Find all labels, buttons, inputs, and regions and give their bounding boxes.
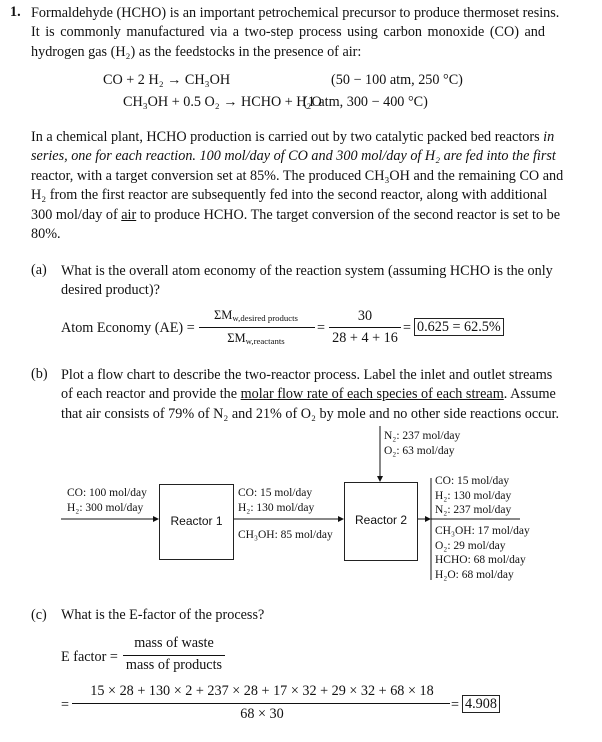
body-underlined-air: air xyxy=(121,206,137,223)
stream-2-methanol-label: CH₃OH: 85 mol/day xyxy=(238,529,333,541)
part-a-line: desired product)? xyxy=(61,282,160,299)
intro-line: Formaldehyde (HCHO) is an important petrochemical precursor to produce thermoset resins. xyxy=(31,5,560,21)
ae-result-box: 0.625 = 62.5% xyxy=(414,319,504,336)
reactor-1-label: Reactor 1 xyxy=(170,514,223,528)
arrow-out-head xyxy=(425,516,431,522)
body-line: 80%. xyxy=(31,226,61,243)
air-feed-label: N₂: 237 mol/day O₂: 63 mol/day xyxy=(384,430,461,457)
reaction-1-equation: CO + 2 H₂ → CH₃OH xyxy=(103,72,231,88)
part-b-label: (b) xyxy=(31,366,48,382)
reactor-1 xyxy=(159,484,234,560)
part-a-line: What is the overall atom economy of the reaction system (assuming HCHO is the only xyxy=(61,263,553,279)
body-line: H₂ from the first reactor are subsequently fed into the second reactor, along with additional xyxy=(31,187,548,204)
ae-equals-2: = xyxy=(403,320,412,336)
ae-equals: = xyxy=(317,320,326,336)
e-factor-equals-2: = xyxy=(451,697,460,713)
e-factor-big-bar xyxy=(72,703,450,704)
reaction-2-conditions: (1 atm, 300 − 400 °C) xyxy=(303,94,428,110)
reaction-2-equation: CH₃OH + 0.5 O₂ → HCHO + H₂O xyxy=(123,94,322,110)
e-factor-equals: = xyxy=(61,697,70,713)
e-factor-bar xyxy=(123,655,225,656)
ae-denominator-values: 28 + 4 + 16 xyxy=(332,330,398,346)
question-number: 1. xyxy=(10,4,21,20)
e-factor-numerator: mass of waste xyxy=(134,635,214,651)
part-b-line: that air consists of 79% of N₂ and 21% of O₂ by mole and no other side reactions occur. xyxy=(61,405,560,422)
intro-line: It is commonly manufactured via a two-step process using carbon monoxide (CO) and xyxy=(31,24,545,41)
ae-fraction-denominator: $\Sigma M_{w,reactants}$ xyxy=(227,331,285,346)
part-b-line: Plot a flow chart to describe the two-reactor process. Label the inlet and outlet streams xyxy=(61,367,553,383)
body-line: series, one for each reaction. 100 mol/day of CO and 300 mol/day of H₂ are fed into the first xyxy=(31,148,556,165)
part-c-question: What is the E-factor of the process? xyxy=(61,607,265,623)
reactor-2 xyxy=(344,482,418,561)
body-line: reactor, with a target conversion set at 85%. The produced CH₃OH and the remaining CO and xyxy=(31,167,564,184)
body-line: In a chemical plant, HCHO production is carried out by two catalytic packed bed reactors in xyxy=(31,129,555,145)
ae-numerator-values: 30 xyxy=(357,308,373,324)
part-a-label: (a) xyxy=(31,262,47,278)
intro-line: hydrogen gas (H₂) as the feedstocks in the presence of air: xyxy=(31,43,362,60)
ae-fraction-numerator: $\Sigma M_{w,desired products}$ xyxy=(214,308,298,323)
reaction-1-conditions: (50 − 100 atm, 250 °C) xyxy=(331,72,463,88)
e-factor-result-box: 4.908 xyxy=(462,696,500,713)
body-italic-in: in xyxy=(543,129,555,145)
product-bottom-label: CH₃OH: 17 mol/day O₂: 29 mol/day HCHO: 68 mol/day H₂O: 68 mol/day xyxy=(435,525,530,581)
e-factor-lhs: E factor = xyxy=(61,649,118,665)
e-factor-denominator: mass of products xyxy=(125,657,223,673)
body-line: 300 mol/day of air to produce HCHO. The target conversion of the second reactor is set to be xyxy=(31,206,561,223)
atom-economy-lhs: Atom Economy (AE) = xyxy=(61,320,195,336)
reactor-2-label: Reactor 2 xyxy=(354,513,408,527)
part-b-line: of each reactor and provide the molar flow rate of each species of each stream. Assume xyxy=(61,386,556,403)
e-factor-big-numerator: 15 × 28 + 130 × 2 + 237 × 28 + 17 × 32 + 29 × 32 + 68 × 18 xyxy=(90,683,434,699)
part-c-label: (c) xyxy=(31,607,47,623)
feed-stream-label: CO: 100 mol/day H₂: 300 mol/day xyxy=(67,487,147,514)
stream-2-label: CO: 15 mol/day H₂: 130 mol/day xyxy=(238,487,315,514)
e-factor-big-denominator: 68 × 30 xyxy=(240,706,284,722)
product-top-label: CO: 15 mol/day H₂: 130 mol/day N₂: 237 mol/day xyxy=(435,475,512,516)
